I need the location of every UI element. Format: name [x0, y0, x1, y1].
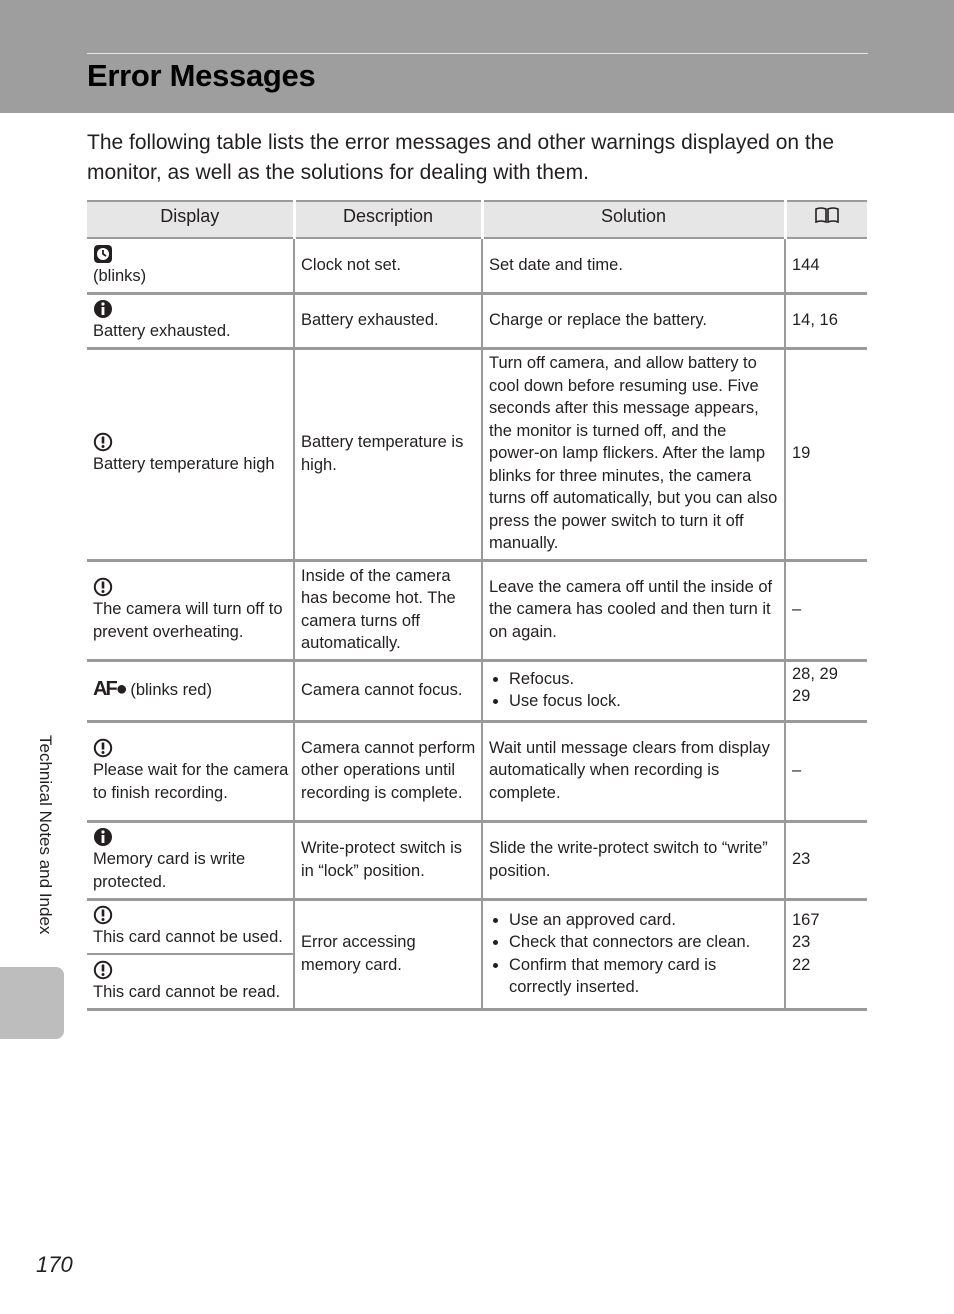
reference-line: 22: [792, 955, 811, 974]
list-item: • Confirm that memory card is correctly inserted.: [509, 954, 780, 999]
warning-icon: [93, 432, 113, 452]
error-messages-table: [87, 200, 867, 1011]
reference-cell: 23: [785, 821, 867, 899]
reference-line: 23: [792, 933, 811, 951]
reference-cell: [785, 899, 867, 1009]
solution-cell: [482, 899, 785, 1009]
header-rule: [87, 53, 868, 54]
clock-icon: [93, 244, 113, 264]
list-item: • Refocus.: [509, 668, 780, 691]
warning-icon: [93, 960, 113, 980]
book-icon: [814, 205, 840, 225]
description-cell: Camera cannot focus.: [294, 660, 482, 721]
table-row: [87, 560, 867, 660]
display-text: Memory card is write protected.: [93, 850, 246, 891]
list-item: • Use an approved card.: [509, 909, 780, 932]
description-cell: Camera cannot perform other operations until recording is complete.: [294, 721, 482, 821]
table-row: [87, 238, 867, 293]
reference-cell: –: [785, 560, 867, 660]
display-cell: [87, 821, 294, 899]
table-row: [87, 899, 867, 954]
reference-cell: 144: [785, 238, 867, 293]
reference-cell: 19: [785, 348, 867, 560]
column-header-solution: Solution: [482, 201, 785, 238]
display-cell: [87, 238, 294, 293]
solution-cell: Leave the camera off until the inside of the camera has cooled and then turn it on again.: [482, 560, 785, 660]
solution-cell: Set date and time.: [482, 238, 785, 293]
display-cell: [87, 660, 294, 721]
table-header-row: [87, 201, 867, 238]
display-text: (blinks red): [130, 681, 212, 700]
warning-icon: [93, 738, 113, 758]
header-band: [0, 0, 954, 113]
list-item: • Check that connectors are clean.: [509, 931, 780, 954]
table-row: [87, 660, 867, 721]
reference-cell: –: [785, 721, 867, 821]
display-text: Please wait for the camera to finish recording.: [93, 761, 289, 802]
column-header-display: Display: [87, 201, 294, 238]
description-cell: Inside of the camera has become hot. The camera turns off automatically.: [294, 560, 482, 660]
description-cell: Write-protect switch is in “lock” position.: [294, 821, 482, 899]
info-icon: [93, 299, 113, 319]
solution-list: [489, 909, 780, 999]
display-cell: [87, 293, 294, 348]
column-header-description: Description: [294, 201, 482, 238]
reference-line: 29: [792, 687, 811, 705]
display-cell: [87, 899, 294, 954]
display-cell: [87, 954, 294, 1009]
table-row: [87, 348, 867, 560]
info-icon: [93, 827, 113, 847]
description-cell: Error accessing memory card.: [294, 899, 482, 1009]
reference-line: 28, 29: [792, 664, 838, 683]
reference-cell: [785, 660, 867, 721]
solution-cell: Wait until message clears from display automatically when recording is complete.: [482, 721, 785, 821]
table-row: [87, 721, 867, 821]
display-cell: [87, 560, 294, 660]
description-cell: Battery exhausted.: [294, 293, 482, 348]
description-cell: Battery temperature is high.: [294, 348, 482, 560]
reference-cell: 14, 16: [785, 293, 867, 348]
display-cell: [87, 348, 294, 560]
solution-cell: Turn off camera, and allow battery to cool down before resuming use. Five seconds after this message appears, the monitor is turned off, and the power-on lamp flickers. After the lamp blinks for three minutes, the camera turns off automatically, but you can also press the power switch to turn it off manually.: [482, 348, 785, 560]
table-row: [87, 821, 867, 899]
section-side-label: Technical Notes and Index: [36, 735, 55, 935]
display-text: This card cannot be used.: [93, 928, 283, 946]
solution-list: [489, 668, 780, 713]
list-item: • Use focus lock.: [509, 690, 780, 713]
section-thumb-tab: [0, 967, 64, 1039]
description-cell: Clock not set.: [294, 238, 482, 293]
display-text: Battery exhausted.: [93, 321, 231, 340]
af-focus-indicator-icon: AF●: [93, 678, 126, 701]
column-header-reference: [785, 201, 867, 238]
solution-cell: Slide the write-protect switch to “write” position.: [482, 821, 785, 899]
reference-line: 167: [792, 910, 820, 929]
page-title: Error Messages: [87, 58, 316, 93]
display-text: This card cannot be read.: [93, 982, 281, 1001]
warning-icon: [93, 905, 113, 925]
display-text: The camera will turn off to prevent overheating.: [93, 600, 283, 641]
solution-cell: [482, 660, 785, 721]
intro-paragraph: The following table lists the error messages and other warnings displayed on the monitor, as well as the solutions for dealing with them.: [87, 131, 835, 184]
display-text: Battery temperature high: [93, 455, 275, 474]
page-number: 170: [36, 1252, 73, 1277]
display-cell: [87, 721, 294, 821]
solution-cell: Charge or replace the battery.: [482, 293, 785, 348]
table-row: [87, 293, 867, 348]
warning-icon: [93, 577, 113, 597]
display-text: (blinks): [93, 266, 147, 285]
